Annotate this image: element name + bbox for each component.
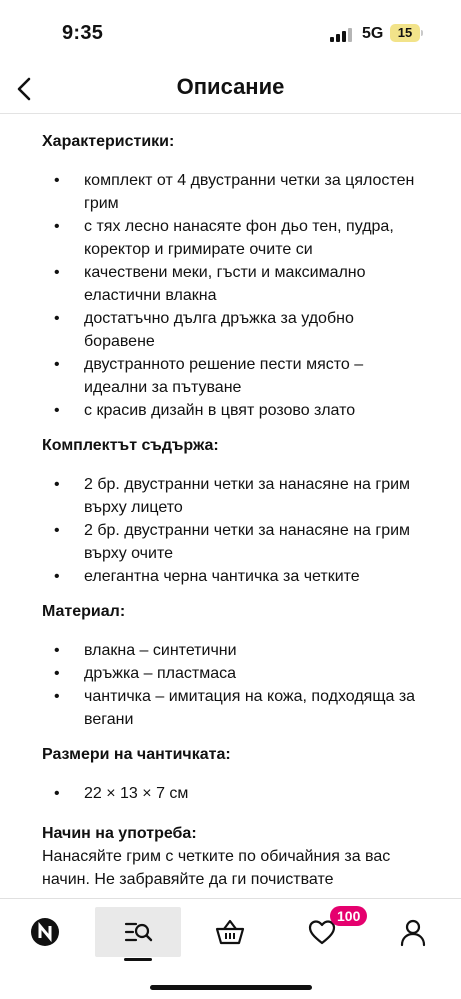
tab-cart[interactable] (187, 907, 273, 957)
battery-icon: 15 (390, 24, 420, 42)
list-item: • комплект от 4 двустранни четки за цялостен грим (42, 169, 422, 215)
list-item: • влакна – синтетични (42, 639, 422, 662)
list-item: • с красив дизайн в цвят розово злато (42, 399, 422, 422)
usage-text: Нанасяйте грим с четките по обичайния за вас начин. Не забравяйте да ги почиствате (42, 848, 391, 888)
list-item: • чантичка – имитация на кожа, подходяща за вегани (42, 685, 422, 731)
material-list (42, 626, 422, 743)
contents-heading: Комплектът съдържа: (42, 437, 219, 454)
basket-icon (214, 917, 246, 947)
usage-heading: Начин на употреба: (42, 825, 197, 842)
favorites-badge: 100 (330, 906, 367, 926)
list-item: • качествени меки, гъсти и максимално еластични влакна (42, 261, 422, 307)
list-item: • 2 бр. двустранни четки за нанасяне на грим върху лицето (42, 473, 422, 519)
page-title: Описание (176, 74, 285, 99)
contents-list (42, 460, 422, 600)
network-label: 5G (362, 25, 384, 42)
material-heading: Материал: (42, 603, 126, 620)
status-bar (0, 0, 461, 62)
list-item: • елегантна черна чантичка за четките (42, 565, 422, 588)
list-item: • с тях лесно нанасяте фон дьо тен, пудра, коректор и гримирате очите си (42, 215, 422, 261)
list-item: • 2 бр. двустранни четки за нанасяне на грим върху очите (42, 519, 422, 565)
list-item: • 22 × 13 × 7 см (42, 782, 422, 805)
signal-icon (330, 28, 354, 42)
description-content (42, 130, 422, 898)
nav-header (0, 62, 461, 114)
active-tab-indicator (124, 958, 152, 961)
characteristics-list (42, 156, 422, 434)
dimensions-heading: Размери на чантичката: (42, 746, 231, 763)
user-icon (398, 917, 428, 947)
list-item: • двустранното решение пести място – идеални за пътуване (42, 353, 422, 399)
tab-categories[interactable] (95, 907, 181, 957)
list-item: • достатъчно дълга дръжка за удобно боравене (42, 307, 422, 353)
dimensions-list (42, 769, 422, 817)
logo-n-icon (30, 917, 60, 947)
tab-bar (0, 898, 461, 999)
search-list-icon (122, 917, 154, 947)
home-indicator (150, 985, 312, 990)
list-item: • дръжка – пластмаса (42, 662, 422, 685)
tab-profile[interactable] (370, 907, 456, 957)
battery-tip (421, 30, 423, 36)
tab-home[interactable] (2, 907, 88, 957)
status-time: 9:35 (62, 22, 104, 44)
characteristics-heading: Характеристики: (42, 133, 175, 150)
